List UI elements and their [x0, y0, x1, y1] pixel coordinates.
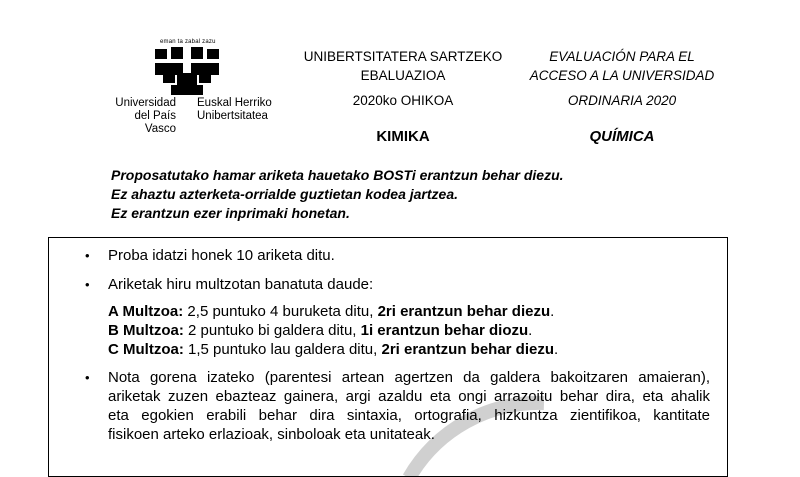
group-c: C Multzoa: 1,5 puntuko lau galdera ditu, 2ri erantzun behar diezu.: [108, 341, 559, 358]
subject-es: QUÍMICA: [589, 128, 655, 145]
group-b: B Multzoa: 2 puntuko bi galdera ditu, 1i erantzun behar diozu.: [108, 322, 533, 339]
instruction-line: Ez ahaztu azterketa-orrialde guztietan kodea jartzea.: [111, 186, 458, 202]
logo-slogan: eman ta zabal zazu: [160, 39, 216, 45]
session-eu: 2020ko OHIKOA: [352, 93, 454, 108]
logo-name-eu: Euskal Herriko Unibertsitatea: [197, 97, 272, 122]
bullet-icon: •: [85, 248, 90, 263]
rules-box: • Proba idatzi honek 10 ariketa ditu. • Ariketak hiru multzotan banatuta daude: A Multzoa: 2,5 puntuko 4 buruketa ditu, 2ri erantzun behar diezu. B Multzoa: 2 puntuko bi galdera ditu, 1i erantzun behar diozu. C Multzoa: 1,5 puntuko lau galdera ditu, 2ri erantzun behar diezu. • Nota gorena izateko (parentesi artean agertzen da galdera bakoitzaren amaieran), ariketak zuzen ebazteaz gainera, argi azaldu eta ongi arrazoitu behar dira, eta ahalik eta egokien erabili behar dira sintaxia, ortografia, hizkuntza zientifikoa, kantitate fisikoen arteko erlazioak, sinboloak eta unitateak.: [48, 237, 728, 477]
session-es: ORDINARIA 2020: [567, 93, 677, 108]
instruction-line: Ez erantzun ezer inprimaki honetan.: [111, 205, 350, 221]
header-title-eu: UNIBERTSITATERA SARTZEKO EBALUAZIOA: [303, 49, 503, 83]
header-title-es: EVALUACIÓN PARA EL ACCESO A LA UNIVERSIDAD: [529, 49, 715, 83]
university-logo-icon: [155, 47, 221, 95]
bullet-icon: •: [85, 370, 90, 385]
bullet-icon: •: [85, 277, 90, 292]
instruction-line: Proposatutako hamar ariketa hauetako BOSTi erantzun behar diezu.: [111, 167, 564, 183]
group-a: A Multzoa: 2,5 puntuko 4 buruketa ditu, 2ri erantzun behar diezu.: [108, 303, 555, 320]
logo-name-es: Universidad del País Vasco: [115, 97, 176, 135]
subject-eu: KIMIKA: [376, 128, 430, 145]
instructions: [111, 166, 564, 223]
